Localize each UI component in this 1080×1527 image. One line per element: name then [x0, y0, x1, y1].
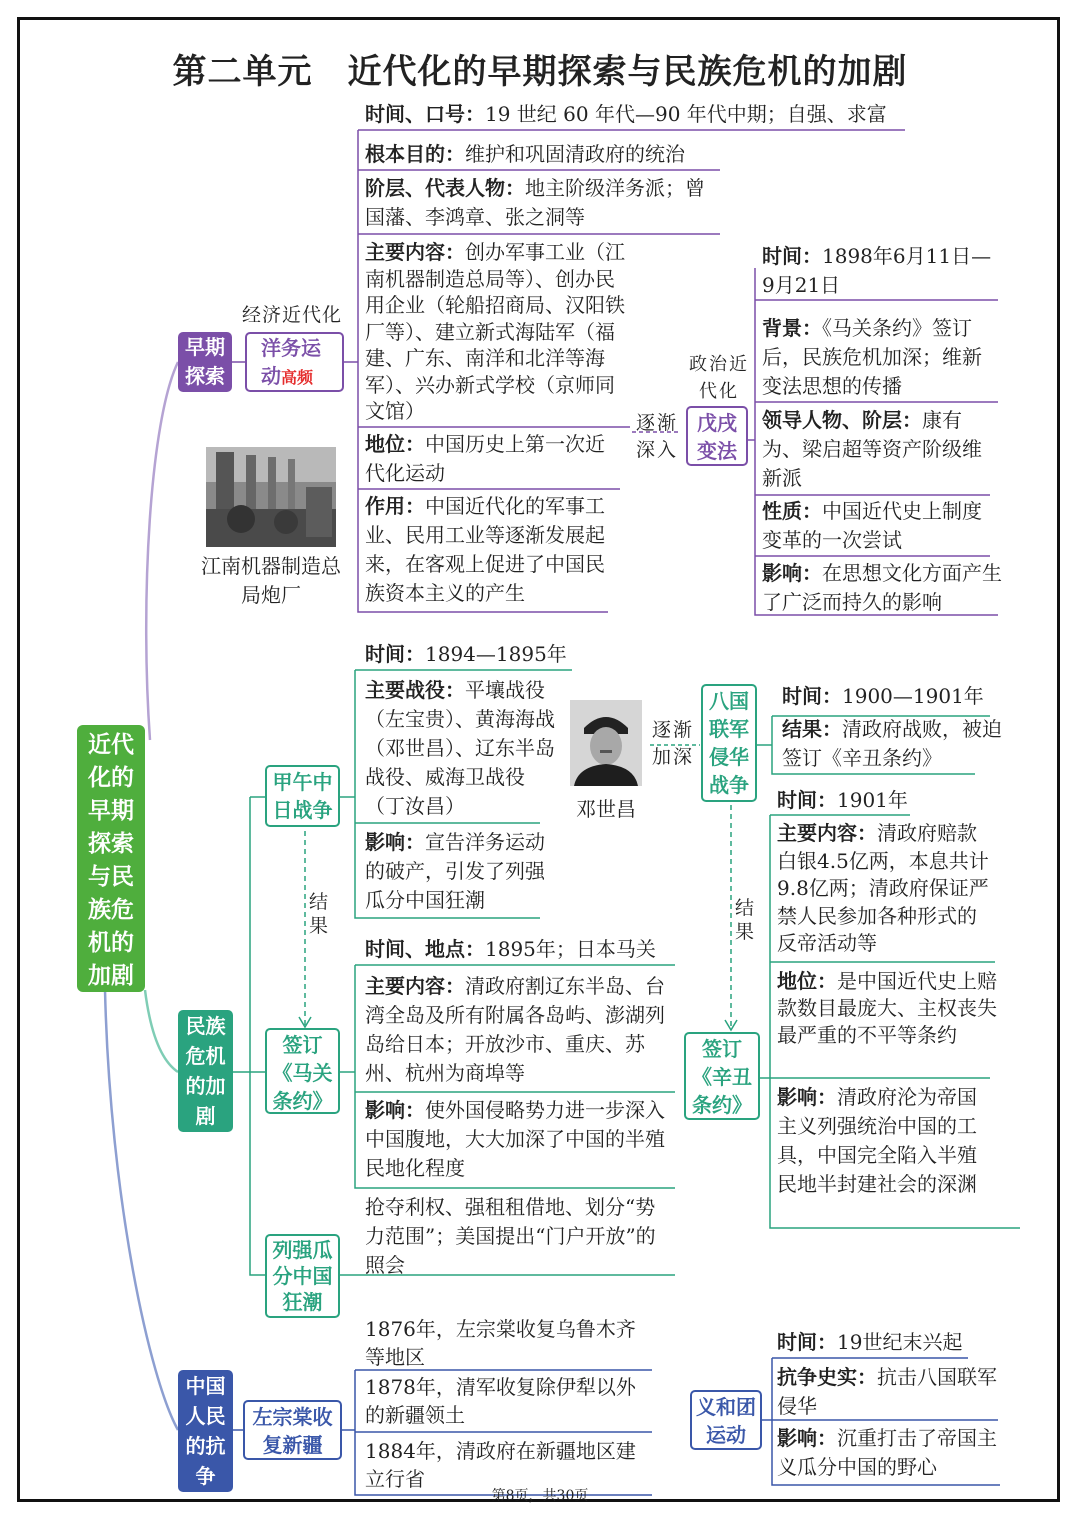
yangwu-movement-node: 洋务运动高频 — [245, 332, 344, 392]
yangwu-item-content: 主要内容：创办军事工业（江南机器制造总局等）、创办民用企业（轮船招商局、汉阳铁厂等）、建立新式海陆军（福建、广东、南洋和北洋等海军）、兴办新式学校（京师同文馆） — [365, 240, 625, 423]
wuxu-item-leaders: 领导人物、阶层：康有为、梁启超等资产阶级维新派 — [762, 408, 982, 490]
partition-wave-node: 列强瓜分中国狂潮 — [265, 1234, 340, 1318]
baguo-item-result: 结果：清政府战败，被迫签订《辛丑条约》 — [782, 717, 1002, 770]
national-crisis-node: 民族危机的加剧 — [178, 1010, 233, 1132]
arsenal-factory-photo — [206, 447, 336, 547]
link-gradually-deepen: 逐渐深入 — [636, 412, 679, 461]
boxer-item-facts: 抗争史实：抗击八国联军侵华 — [777, 1365, 997, 1418]
zuo-item-1884: 1884年，清政府在新疆地区建立行省 — [365, 1439, 636, 1491]
page-footer: 第8页，共30页 — [491, 1488, 589, 1504]
baguo-item-time: 时间：1900—1901年 — [782, 684, 984, 708]
wuxu-item-nature: 性质：中国近代史上制度变革的一次尝试 — [762, 499, 982, 552]
yangwu-item-effect: 作用：中国近代化的军事工业、民用工业等逐渐发展起来，在客观上促进了中国民族资本主义的产生 — [365, 494, 605, 605]
jiawu-item-battles: 主要战役：平壤战役（左宝贵）、黄海海战（邓世昌）、辽东半岛战役、威海卫战役（丁汝昌） — [365, 678, 555, 818]
branch-root-crisis — [145, 990, 178, 1072]
boxer-movement-node: 义和团运动 — [690, 1390, 762, 1450]
yangwu-item-time: 时间、口号：19 世纪 60 年代—90 年代中期；自强、求富 — [365, 102, 887, 126]
eight-nation-war-node: 八国联军侵华战争 — [701, 684, 757, 802]
wuxu-reform-node: 戊戌变法 — [686, 406, 748, 466]
maguan-item-influence: 影响：使外国侵略势力进一步深入中国腹地，大大加深了中国的半殖民地化程度 — [365, 1098, 665, 1180]
branch-root-early — [146, 362, 178, 740]
boxer-item-time: 时间：19世纪末兴起 — [777, 1330, 963, 1354]
xinchou-treaty-node: 签订《辛丑条约》 — [684, 1032, 760, 1120]
link-gradually-worsen: 逐渐加深 — [652, 719, 695, 768]
result-label-left: 结果 — [309, 891, 329, 937]
high-frequency-badge: 高频 — [281, 368, 314, 387]
jiawu-item-time: 时间：1894—1895年 — [365, 642, 567, 666]
result-label-right: 结果 — [735, 897, 755, 943]
wuxu-item-influence: 影响：在思想文化方面产生了广泛而持久的影响 — [762, 561, 1002, 614]
jiawu-item-influence: 影响：宣告洋务运动的破产，引发了列强瓜分中国狂潮 — [365, 830, 545, 912]
portrait-caption: 邓世昌 — [576, 797, 636, 821]
people-resistance-node: 中国人民的抗争 — [178, 1370, 233, 1492]
maguan-treaty-node: 签订《马关条约》 — [265, 1028, 340, 1114]
yangwu-item-purpose: 根本目的：维护和巩固清政府的统治 — [365, 142, 685, 166]
econ-modernization-label: 经济近代化 — [242, 304, 343, 326]
partition-wave-text: 抢夺利权、强租租借地、划分“势力范围”；美国提出“门户开放”的照会 — [365, 1195, 656, 1277]
yangwu-item-people: 阶层、代表人物：地主阶级洋务派；曾国藩、李鸿章、张之洞等 — [365, 176, 705, 229]
root-node: 近代化的早期探索与民族危机的加剧 — [77, 725, 145, 992]
wuxu-item-time: 时间：1898年6月11日—9月21日 — [762, 244, 992, 297]
page-title: 第二单元 近代化的早期探索与民族危机的加剧 — [172, 52, 908, 92]
branch-root-resist — [105, 990, 178, 1430]
jiawu-war-node: 甲午中日战争 — [265, 765, 340, 827]
xinchou-item-influence: 影响：清政府沦为帝国主义列强统治中国的工具，中国完全陷入半殖民地半封建社会的深渊 — [777, 1085, 977, 1196]
wuxu-item-background: 背景：《马关条约》签订后，民族危机加深；维新变法思想的传播 — [762, 316, 982, 398]
xinchou-item-time: 时间：1901年 — [777, 788, 908, 812]
xinchou-item-status: 地位：是中国近代史上赔款数目最庞大、主权丧失最严重的不平等条约 — [777, 969, 997, 1047]
zuo-item-1878: 1878年，清军收复除伊犁以外的新疆领土 — [365, 1375, 636, 1427]
deng-shichang-portrait — [570, 700, 642, 786]
xinchou-item-content: 主要内容：清政府赔款白银4.5亿两，本息共计9.8亿两；清政府保证严禁人民参加各种形式的反帝活动等 — [777, 821, 989, 955]
arsenal-photo-caption: 江南机器制造总局炮厂 — [201, 554, 341, 607]
boxer-item-influence: 影响：沉重打击了帝国主义瓜分中国的野心 — [777, 1426, 997, 1479]
maguan-item-time: 时间、地点：1895年；日本马关 — [365, 937, 656, 961]
zuo-item-1876: 1876年，左宗棠收复乌鲁木齐等地区 — [365, 1317, 636, 1369]
yangwu-item-status: 地位：中国历史上第一次近代化运动 — [365, 432, 605, 485]
political-modernization-label: 政治近代化 — [689, 354, 749, 402]
maguan-item-content: 主要内容：清政府割辽东半岛、台湾全岛及所有附属各岛屿、澎湖列岛给日本；开放沙市、重庆、苏州、杭州为商埠等 — [365, 974, 665, 1085]
early-exploration-node: 早期探索 — [178, 332, 232, 392]
zuo-xinjiang-node: 左宗棠收复新疆 — [243, 1400, 342, 1460]
